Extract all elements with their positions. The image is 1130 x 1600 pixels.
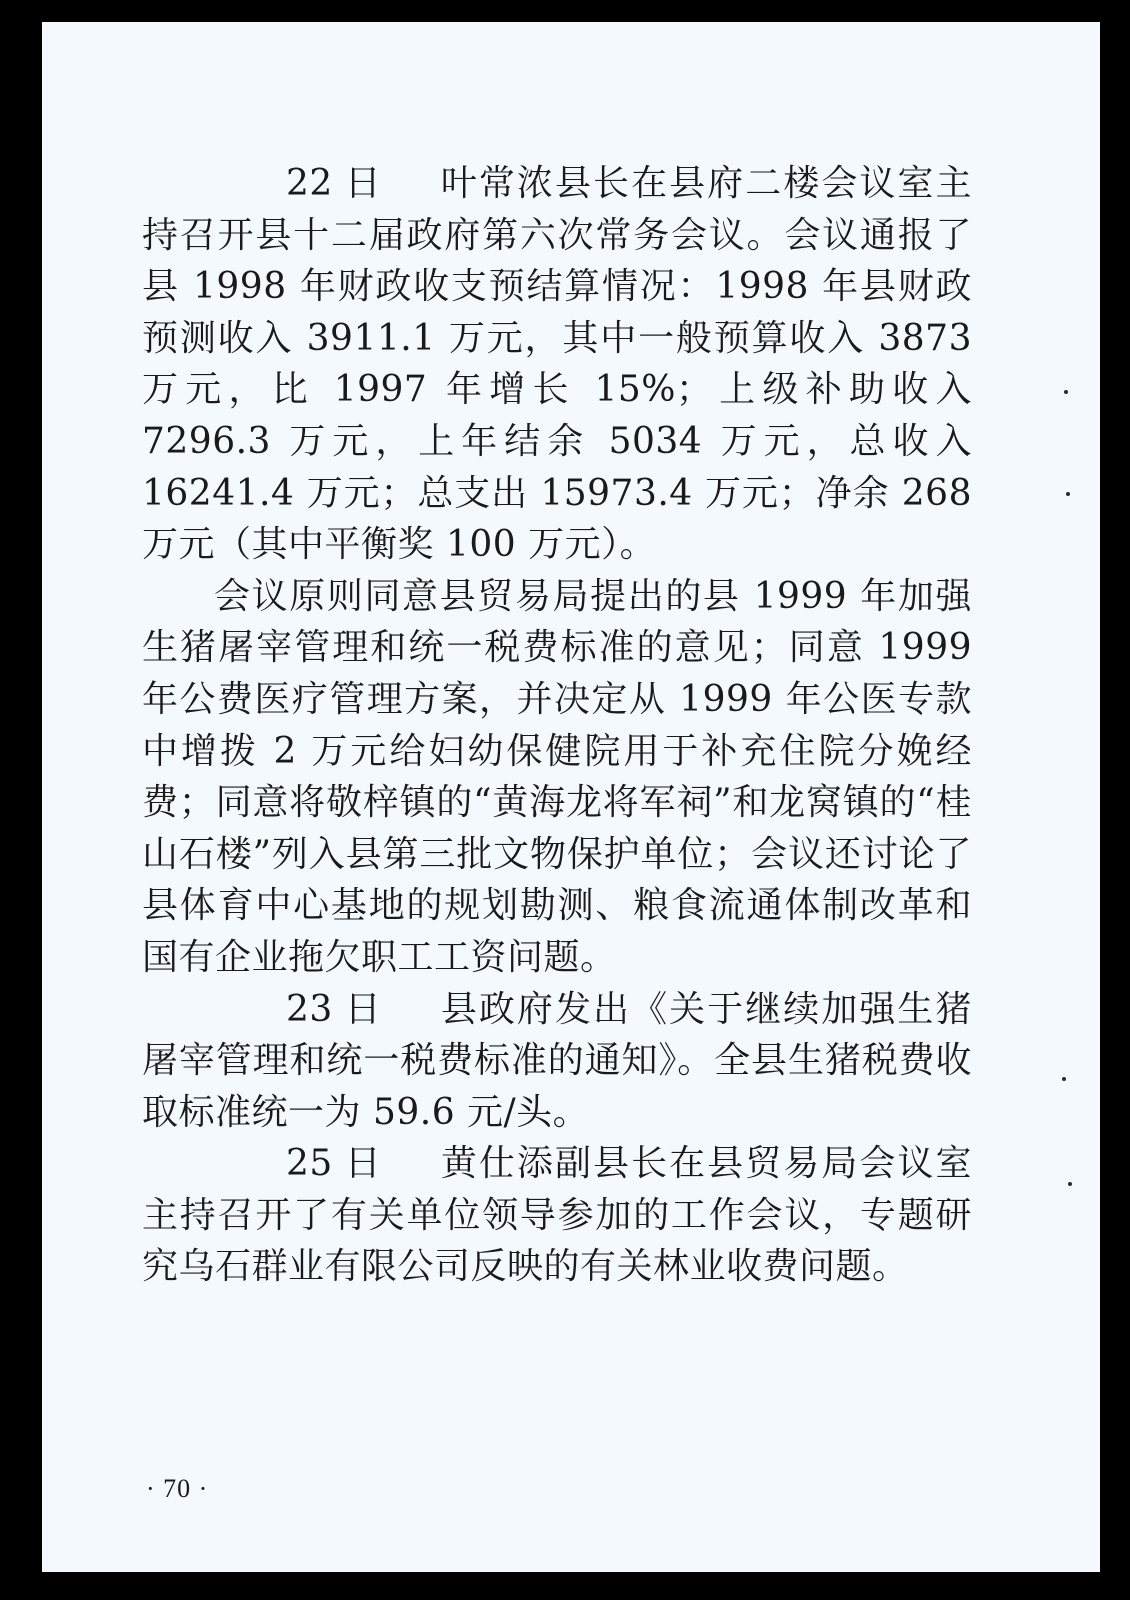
entry-text: 县政府发出《关于继续加强生猪屠宰管理和统一税费标准的通知》。全县生猪税费收取标准统一为 59.6 元/头。	[142, 988, 972, 1133]
entry-date: 25 日	[286, 1143, 382, 1185]
scan-speck	[1068, 1182, 1072, 1186]
entry-paragraph-day-25	[142, 1138, 972, 1293]
entry-date: 22 日	[286, 163, 382, 204]
scan-speck	[1064, 390, 1068, 394]
entry-paragraph-continuation	[142, 571, 972, 984]
entry-date: 23 日	[286, 988, 382, 1030]
body-text	[142, 158, 972, 1293]
scan-speck	[1066, 492, 1070, 496]
entry-paragraph-day-23	[142, 984, 972, 1139]
entry-text: 会议原则同意县贸易局提出的县 1999 年加强生猪屠宰管理和统一税费标准的意见；同意 1999 年公费医疗管理方案，并决定从 1999 年公医专款中增拨 2 万元给妇幼保健院用于补充住院分娩经费；同意将敬梓镇的“黄海龙将军祠”和龙窝镇的“桂山石楼”列入县第三批文物保护单位；会议还讨论了县体育中心基地的规划勘测、粮食流通体制改革和国有企业拖欠职工工资问题。	[142, 575, 972, 978]
page-number: · 70 ·	[146, 1474, 209, 1503]
document-page	[42, 22, 1100, 1572]
scan-speck	[1062, 1077, 1066, 1081]
entry-text: 黄仕添副县长在县贸易局会议室主持召开了有关单位领导参加的工作会议，专题研究乌石群业有限公司反映的有关林业收费问题。	[142, 1143, 972, 1288]
entry-paragraph-day-22	[142, 158, 972, 571]
entry-text: 叶常浓县长在县府二楼会议室主持召开县十二届政府第六次常务会议。会议通报了县 1998 年财政收支预结算情况：1998 年县财政预测收入 3911.1 万元，其中一般预算收入 3873 万元，比 1997 年增长 15%；上级补助收入 7296.3 万元，上年结余 5034 万元，总收入 16241.4 万元；总支出 15973.4 万元；净余 268 万元（其中平衡奖 100 万元）。	[142, 163, 972, 566]
